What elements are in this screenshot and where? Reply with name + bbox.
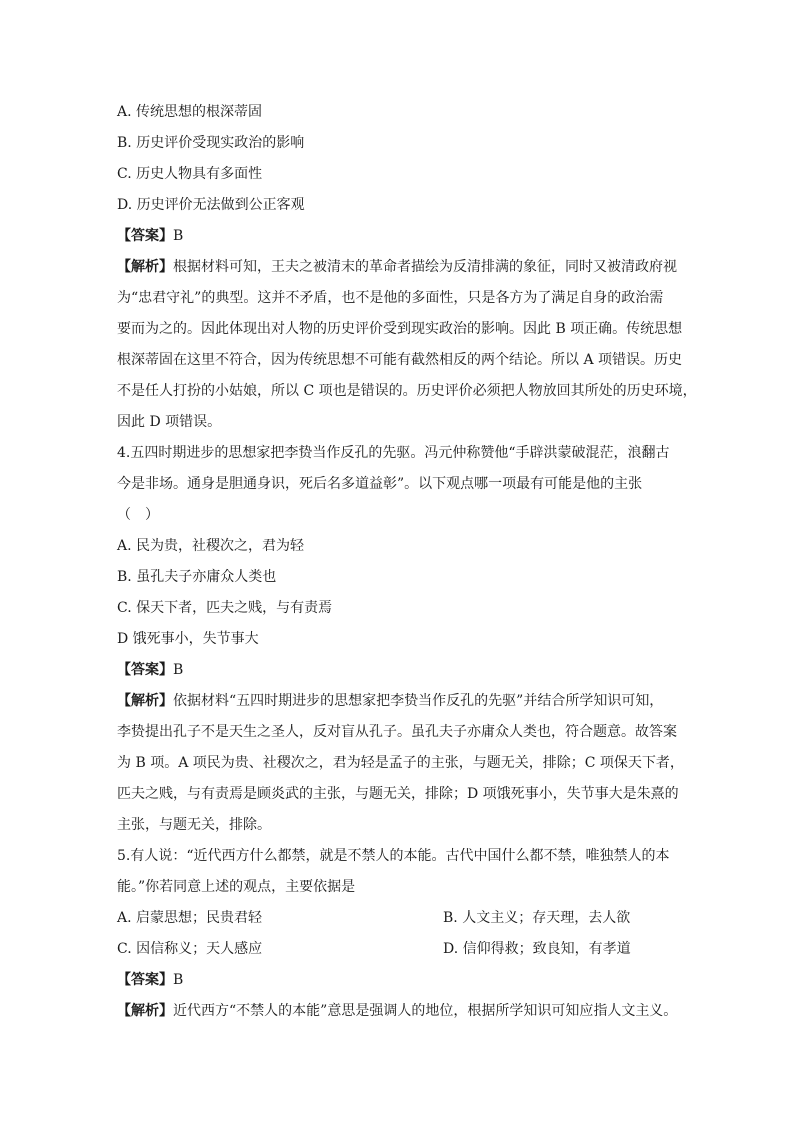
q3-analysis-line-3: 要而为之的。因此体现出对人物的历史评价受到现实政治的影响。因此 B 项正确。传统思想 — [117, 321, 683, 337]
q3-option-c: C. 历史人物具有多面性 — [117, 166, 263, 182]
q4-analysis-line-2: 李贽提出孔子不是天生之圣人，反对盲从孔子。虽孔夫子亦庸众人类也，符合题意。故答案 — [117, 724, 677, 740]
q4-analysis-line-1 — [117, 691, 663, 711]
q3-analysis-line-5: 不是任人打扮的小姑娘，所以 C 项也是错误的。历史评价必须把人物放回其所处的历史环境， — [117, 383, 697, 399]
q5-option-d: D. 信仰得救；致良知，有孝道 — [443, 941, 631, 957]
q5-answer — [117, 970, 183, 990]
answer-tag: 【答案】 — [117, 662, 173, 678]
analysis-text: 近代西方“不禁人的本能”意思是强调人的地位，根据所学知识可知应指人文主义。 — [173, 1003, 678, 1019]
q5-option-c: C. 因信称义；天人感应 — [117, 941, 263, 957]
q4-option-a: A. 民为贵，社稷次之，君为轻 — [117, 538, 305, 554]
q5-stem-line-1: 5.有人说：“近代西方什么都禁，就是不禁人的本能。古代中国什么都不禁，唯独禁人的本 — [117, 848, 670, 864]
q4-answer — [117, 660, 183, 680]
q3-option-a: A. 传统思想的根深蒂固 — [117, 104, 263, 120]
q4-stem-line-3: （ ） — [117, 507, 159, 523]
analysis-tag: 【解析】 — [117, 1003, 173, 1019]
q4-option-c: C. 保天下者，匹夫之贱，与有责焉 — [117, 600, 333, 616]
analysis-tag: 【解析】 — [117, 259, 173, 275]
answer-value: B — [173, 972, 184, 988]
q5-analysis-line-1 — [117, 1001, 677, 1021]
q4-analysis-line-4: 匹夫之贱，与有责焉是顾炎武的主张，与题无关，排除；D 项饿死事小，失节事大是朱熹的 — [117, 786, 679, 802]
q3-option-d: D. 历史评价无法做到公正客观 — [117, 197, 305, 213]
answer-value: B — [173, 228, 184, 244]
q5-stem-line-2: 能。”你若同意上述的观点，主要依据是 — [117, 879, 356, 895]
q3-analysis-line-2: 为“忠君守礼”的典型。这并不矛盾，也不是他的多面性，只是各方为了满足自身的政治需 — [117, 290, 664, 306]
q5-option-b: B. 人文主义；存天理，去人欲 — [443, 910, 631, 926]
analysis-text: 依据材料“五四时期进步的思想家把李贽当作反孔的先驱”并结合所学知识可知， — [173, 693, 664, 709]
answer-tag: 【答案】 — [117, 972, 173, 988]
q3-analysis-line-6: 因此 D 项错误。 — [117, 414, 222, 430]
q3-answer — [117, 226, 183, 246]
q4-stem-line-1: 4.五四时期进步的思想家把李贽当作反孔的先驱。冯元仲称赞他“手辟洪蒙破混茫，浪翻古 — [117, 445, 670, 461]
q5-option-a: A. 启蒙思想；民贵君轻 — [117, 910, 263, 926]
analysis-text: 根据材料可知，王夫之被清末的革命者描绘为反清排满的象征，同时又被清政府视 — [173, 259, 677, 275]
answer-tag: 【答案】 — [117, 228, 173, 244]
q4-stem-line-2: 今是非场。通身是胆通身识，死后名多道益彰”。以下观点哪一项最有可能是他的主张 — [117, 476, 643, 492]
q4-analysis-line-5: 主张，与题无关，排除。 — [117, 817, 271, 833]
answer-value: B — [173, 662, 184, 678]
q4-option-d: D 饿死事小，失节事大 — [117, 631, 259, 647]
q3-analysis-line-1 — [117, 257, 677, 277]
q3-option-b: B. 历史评价受现实政治的影响 — [117, 135, 305, 151]
q3-analysis-line-4: 根深蒂固在这里不符合，因为传统思想不可能有截然相反的两个结论。所以 A 项错误。历史 — [117, 352, 683, 368]
analysis-tag: 【解析】 — [117, 693, 173, 709]
q4-option-b: B. 虽孔夫子亦庸众人类也 — [117, 569, 277, 585]
q4-analysis-line-3: 为 B 项。A 项民为贵、社稷次之，君为轻是孟子的主张，与题无关，排除；C 项保天下者， — [117, 755, 684, 771]
